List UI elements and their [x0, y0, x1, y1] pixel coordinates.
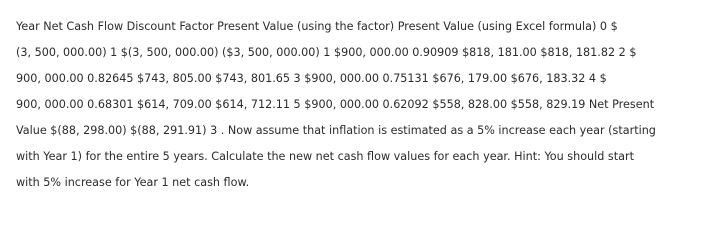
text-line-5: Value $(88, 298.00) $(88, 291.91) 3 . Now assume that inflation is estimated as a 5% increase each year (starting: [16, 124, 656, 137]
text-line-2: (3, 500, 000.00) 1 $(3, 500, 000.00) ($3, 500, 000.00) 1 $900, 000.00 0.90909 $818, 181.00 $818, 181.82 2 $: [16, 46, 637, 59]
text-line-1: Year Net Cash Flow Discount Factor Present Value (using the factor) Present Value (using Excel formula) 0 $: [16, 20, 618, 33]
text-line-3: 900, 000.00 0.82645 $743, 805.00 $743, 801.65 3 $900, 000.00 0.75131 $676, 179.00 $676, 183.32 4 $: [16, 72, 607, 85]
text-line-4: 900, 000.00 0.68301 $614, 709.00 $614, 712.11 5 $900, 000.00 0.62092 $558, 828.00 $558, 829.19 Net Present: [16, 98, 655, 111]
text-line-6: with Year 1) for the entire 5 years. Calculate the new net cash flow values for each year. Hint: You should start: [16, 150, 634, 163]
text-line-7: with 5% increase for Year 1 net cash flow.: [16, 176, 250, 189]
